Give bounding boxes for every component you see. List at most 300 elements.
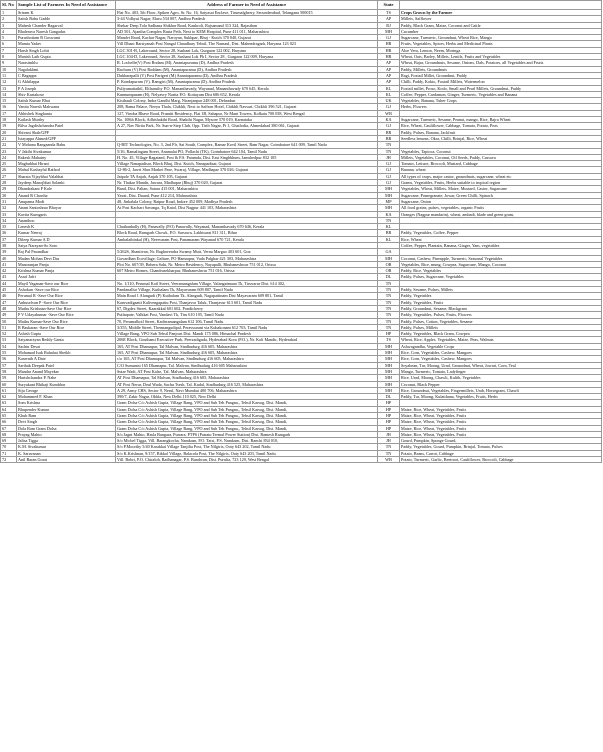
row-number: 64 xyxy=(1,406,17,412)
farmer-address: Vill. Bobri, P.O. Chiraloh, Radhanagar, P.S. Bandwan, Dist. Purulia, 723 129, West Bengal xyxy=(116,457,378,463)
crops-grown: Coffee, Pepper, Cardamon, Ginger, Turmeric, Vegetables and Banana xyxy=(400,91,602,97)
state-code: GJ xyxy=(378,35,400,41)
farmer-name: Mohamad Isak Bahahai Sheikh xyxy=(17,350,116,356)
row-number: 23 xyxy=(1,148,17,154)
farmer-name: Ashish Gupta xyxy=(17,331,116,337)
row-number: 66 xyxy=(1,419,17,425)
farmer-name: Anil Baran Gorai xyxy=(17,457,116,463)
farmer-address: Shekar Deep Tola Sadhana Shikhar Road, Kankroli, Rajsamand 313 324, Rajasthan xyxy=(116,22,378,28)
state-code: TN xyxy=(378,305,400,311)
farmer-name: Manoranjan Panja xyxy=(17,261,116,267)
header-name: Sample List of Farmers In Need of Assistance xyxy=(17,1,116,10)
state-code: AP xyxy=(378,16,400,22)
farmer-name: Maghubhai Hirani xyxy=(17,161,116,167)
crops-grown: Paddy, Vegetables, Black Gram, Cowpea xyxy=(400,331,602,337)
header-row xyxy=(1,1,602,10)
crops-grown: Ashwagandha, Vegetable Crops xyxy=(400,343,602,349)
farmer-name: Devi Singh xyxy=(17,419,116,425)
row-number: 3 xyxy=(1,22,17,28)
row-number: 41 xyxy=(1,261,17,267)
state-code: GJ xyxy=(378,123,400,129)
row-number: 14 xyxy=(1,91,17,97)
farmer-name: Raj Pal Pasandkar xyxy=(17,249,116,255)
crops-grown: Foxtail millet, Proso, Kodo, Small and Pearl Millets, Groundnut, Paddy xyxy=(400,85,602,91)
state-code: GJ xyxy=(378,104,400,110)
state-code: MH xyxy=(378,356,400,362)
row-number: 65 xyxy=(1,413,17,419)
state-code: BR xyxy=(378,129,400,135)
state-code: HP xyxy=(378,413,400,419)
farmer-address: LGC 104-D, Lakeround, Sector 28, Sushant Lok Ph I, Sector 28 , Gurgaon 122 009, Haryana xyxy=(116,54,378,60)
farmer-address: LGC 301-B, Lakeround, Sector 28, Sushant Lok, Gurgaon 122 002, Haryana xyxy=(116,47,378,53)
farmer-address: 206E Block, Gouthami Executive Park, Peerzadiguda, Hyderabad Kora (P.O.), Nr. Koli Mandir, Hyderabad xyxy=(116,337,378,343)
state-code: MH xyxy=(378,350,400,356)
table-row xyxy=(1,457,602,463)
farmer-address: Sutar Wadi, AT Post Kalse, Tal. Malvan, Maharashtra xyxy=(116,368,378,374)
farmer-address: Main Road 1 Alangudi (P) Kuthalam Tk, Alangudi, Nagapattinam Dist Mayavaram 609 801, Tamil xyxy=(116,293,378,299)
row-number: 10 xyxy=(1,66,17,72)
farmer-address: S/o P.Moorthy 5/40 Karakkai Village Tanjilia Post, The Nilgiris, Ooty 643 202, Tamil Nadu xyxy=(116,444,378,450)
farmer-name: Anand R Chordia xyxy=(17,192,116,198)
farmer-name: Lenesh K xyxy=(17,224,116,230)
state-code: MH xyxy=(378,387,400,393)
farmer-address: Yavat, Dist. Daund, Pune 412 214, Maharashtra xyxy=(116,192,378,198)
crops-grown: Paddy, Sesame, Pulses, Millets xyxy=(400,287,602,293)
farmer-address: 48, Jinkalala Colony, Raipur Road, Indore 452 009, Madhya Pradesh xyxy=(116,198,378,204)
farmer-address: Nr. Thakar Mandir, Jawara, Madhapar (Bhuj) 370 020, Gujarat xyxy=(116,180,378,186)
farmer-name: C Bagappa xyxy=(17,72,116,78)
state-code: MH xyxy=(378,205,400,211)
row-number: 35 xyxy=(1,224,17,230)
state-code: RJ xyxy=(378,22,400,28)
row-number: 19 xyxy=(1,123,17,129)
row-number: 46 xyxy=(1,293,17,299)
row-number: 26 xyxy=(1,167,17,173)
farmer-name: Abhishek Singhania xyxy=(17,110,116,116)
state-code: KA xyxy=(378,117,400,123)
farmer-address: Block Road, Ramgarh Chowk, P.O. Sarsawa, Lakhisarai 811 311, Bihar xyxy=(116,230,378,236)
farmer-name: V Jakthi Sivakumar xyxy=(17,148,116,154)
farmer-name: Sriram K xyxy=(17,10,116,16)
row-number: 42 xyxy=(1,268,17,274)
farmer-address: 3/355, Middle Street, Thennangudipal, Peravuurani via Kubakonam 612 703, Tamil Nadu xyxy=(116,324,378,330)
farmer-address: Jaipole TA Anjah, Anjah 370 105, Gujarat xyxy=(116,173,378,179)
state-code: OR xyxy=(378,261,400,267)
row-number: 12 xyxy=(1,79,17,85)
state-code: GJ xyxy=(378,173,400,179)
farmer-name: K. Saravanan xyxy=(17,450,116,456)
crops-grown: Paddy, Pulses, Cotton, Vegetables, Sesame xyxy=(400,318,602,324)
farmer-name: Satya Narayan-So Soro xyxy=(17,242,116,248)
farmer-address: P. Kondapuram (V), Ramgiri (M), Anantapuramu (D), Andhra Pradesh xyxy=(116,79,378,85)
crops-grown: Cucumber xyxy=(400,28,602,34)
row-number: 68 xyxy=(1,431,17,437)
state-code: MH xyxy=(378,255,400,261)
farmer-address: No. 1/110, Perumal Koil Street, Veeramangalam Village, Valangaimaan Tk, Tiruvarur Dist. 614 302, xyxy=(116,280,378,286)
state-code: DL xyxy=(378,274,400,280)
farmer-address: Gram Dolsa C/o Ashish Gupta, Village Bang, VPO and Sub Teh Pangna,, Tehsil Karsog, Dist. Mandi, xyxy=(116,419,378,425)
row-number: 67 xyxy=(1,425,17,431)
farmer-address: AT Post Nerur, Deul Wada, Sachu Tsesh, Tal. Kudal, Sindhudurg 416 525, Maharashtra xyxy=(116,381,378,387)
farmer-name: Mahul Kashaylal Rathod xyxy=(17,167,116,173)
farmer-address: 127, Vinoba Bhave Road, Pramiti Residency, Flat 1B, Sahapur, Nr Mani Towers, Kolkata 700 038, West Bengal xyxy=(116,110,378,116)
state-code: MH xyxy=(378,192,400,198)
crops-grown: Wheat, Bajra, Groundnuts, Sesame, Onions, Dals, Potatoes, all Vegetables and Fruits xyxy=(400,60,602,66)
farmer-address: Gram Dolsa C/o Ashish Gupta, Village Bang, VPO and Sub Teh Pangna,, Tehsil Karsog, Dist. Mandi, xyxy=(116,425,378,431)
farmer-address: c/o 165, AT Post Dhamapur, Tal Malvan, Sindhudurg 416 605, Maharashtra xyxy=(116,356,378,362)
state-code: KL xyxy=(378,224,400,230)
farmer-address: C/O Sumantsi 165 Dhamapur, Tal. Malvan, Sindhudurg 416 605 Maharashtra xyxy=(116,362,378,368)
row-number: 2 xyxy=(1,16,17,22)
crops-grown: Fruits, Vegetables, Spices, Herbs and Medicinal Plants xyxy=(400,41,602,47)
crops-grown: Grams, Vegetables, Fruits, Herbs suitable to tropical region xyxy=(400,180,602,186)
crops-grown: Paddy, Black Gram, Maize, Coconut and Cattle xyxy=(400,22,602,28)
row-number: 21 xyxy=(1,135,17,141)
state-code: MH xyxy=(378,362,400,368)
farmer-address: A 27, Nav Nirita Park, Nr. Sun-n-Step Club, Opp. Tirth Nagar, Pt 1, Ghatlodia, Ahmedabad 380 061, Gujarat xyxy=(116,123,378,129)
state-code: GJ xyxy=(378,180,400,186)
crops-grown: Paddy, Pulses, Sugarcane, Vegetables xyxy=(400,274,602,280)
farmer-address: 165, AT Post Dhamapur, Tal Malvan, Sindhudurg 416 605, Maharashtra xyxy=(116,350,378,356)
farmer-name: Prayag Mahto xyxy=(17,431,116,437)
crops-grown: Vegetables, Rice, mung, Cowpea, Sugarcane, Mango, Coconut xyxy=(400,261,602,267)
crops-grown: Maize, Rice, Wheat, Vegetables, Fruits xyxy=(400,419,602,425)
farmer-address: At Post Kachari Savanga, Tq Katol, Dist Nagpur 441 103, Maharashtra xyxy=(116,205,378,211)
farmer-name: Sharata Vijaybhai Valabhai xyxy=(17,173,116,179)
farmer-name: K.M. Sivakumar xyxy=(17,444,116,450)
farmer-name: Bilva Jagdishchandra Patel xyxy=(17,123,116,129)
farmer-name: R Baskaran -Save Our Rice xyxy=(17,324,116,330)
row-number: 15 xyxy=(1,98,17,104)
state-code: AP xyxy=(378,66,400,72)
header-sno: Sl. No xyxy=(1,1,17,10)
farmer-address: 5/262S, Shantivan, Nr. Raghavendra Swamy Mutt, Verna Margao 403 601, Goa xyxy=(116,249,378,255)
farmer-name: Narasimhlu xyxy=(17,60,116,66)
farmer-address: Govardhan Ecovillage, Galtare, PO Hamrapur, Vada Palghar 421 303, Maharashtra xyxy=(116,255,378,261)
crops-grown: Tomato, Lettuce, Broccoli, Mustard, Cabbage xyxy=(400,161,602,167)
farmer-address: 607 Metro Homes, Chandrasekharpur, Bhubaneshwar 751 016, Orissa xyxy=(116,268,378,274)
farmer-name: Shiv Kuriakose xyxy=(17,91,116,97)
state-code: GJ xyxy=(378,161,400,167)
row-number: 7 xyxy=(1,47,17,53)
state-code: TN xyxy=(378,312,400,318)
row-number: 63 xyxy=(1,400,17,406)
row-number: 17 xyxy=(1,110,17,116)
row-number: 16 xyxy=(1,104,17,110)
row-number: 9 xyxy=(1,60,17,66)
crops-grown: Seedless lemons, Okra, Chilli, Brinjal, Rice, Wheat xyxy=(400,135,602,141)
row-number: 8 xyxy=(1,54,17,60)
farmer-address: Puliyamattathil, Elthuruthy P.O. Mananthavady, Wayanad, Mananthavady 670 645, Kerala xyxy=(116,85,378,91)
state-code: MH xyxy=(378,343,400,349)
farmer-name: Bhupender Kumar xyxy=(17,406,116,412)
row-number: 18 xyxy=(1,117,17,123)
farmer-address: 12-86-2, Jawri Shar Market Pase, Swaraj, Village, Madhapar 370 026, Gujarat xyxy=(116,167,378,173)
farmer-address: S/o K.Krishnan, 9/157, Bikkol Village, Balacola Post, The Nilgiris, Ooty 643 203, Tamil Nadu xyxy=(116,450,378,456)
row-number: 44 xyxy=(1,280,17,286)
farmer-name: P A Joseph xyxy=(17,85,116,91)
row-number: 51 xyxy=(1,324,17,330)
state-code: MP xyxy=(378,198,400,204)
row-number: 71 xyxy=(1,450,17,456)
farmer-name: Nagalakhmi xyxy=(17,66,116,72)
farmer-address: Mandvi Road, Kachar Nagar, Naroyan, Sukhpar, Bhuj - Kutch 370 040, Gujarat xyxy=(116,35,378,41)
crops-grown: Paddy, Tur, Moong, Kulatthana, Vegetables, Fruits, Herbs xyxy=(400,394,602,400)
farmer-name: Dhandrakant P Kale xyxy=(17,186,116,192)
row-number: 40 xyxy=(1,255,17,261)
state-code: TN xyxy=(378,217,400,223)
row-number: 30 xyxy=(1,192,17,198)
crops-grown: Aloe Vera, Lemon, Neem, Moringa xyxy=(400,47,602,53)
row-number: 69 xyxy=(1,438,17,444)
farmer-address: H. No. 45, Village Ragatand, Post & P.S. Patamda, Dist. East Singhbhum, Jamshedpur 832 105 xyxy=(116,154,378,160)
farmer-name: Mahesh Chander Bagarval xyxy=(17,22,116,28)
farmer-address: Pandanallur Village, Kuthalam Tk, Mayavaram 609 807, Tamil Nadu xyxy=(116,287,378,293)
table-body xyxy=(1,10,602,463)
state-code: GJ xyxy=(378,167,400,173)
crops-grown: Paddy, Millets, Groundnuts xyxy=(400,66,602,72)
farmer-name: Anupama Modi xyxy=(17,198,116,204)
row-number: 31 xyxy=(1,198,17,204)
row-number: 37 xyxy=(1,236,17,242)
farmer-address: S/o Jagni Mahto, Hasla Bangara, Purrara, PTPS (Patratu Termal Power Station) Dist. Ramesh Ramgarh xyxy=(116,431,378,437)
crops-grown: Soyabean, Tur, Moong, Urad, Groundnut, Wheat, Jowari, Corn, Teal xyxy=(400,362,602,368)
state-code: AP xyxy=(378,72,400,78)
header-crops xyxy=(400,1,602,10)
farmer-address: Chathanhally (H), Panavally (P.O) Panavally, Wayanad, Mananthavady 670 646, Kerala xyxy=(116,224,378,230)
row-number: 72 xyxy=(1,457,17,463)
crops-grown: Chilli, Paddy, Kokio, Foxtail Millets, Watermelon xyxy=(400,79,602,85)
farmer-name: Kavita Kumgaris xyxy=(17,211,116,217)
row-number: 6 xyxy=(1,41,17,47)
crops-grown: Paddy, Vegetables, Coffee, Pepper xyxy=(400,230,602,236)
row-number: 55 xyxy=(1,350,17,356)
row-number: 36 xyxy=(1,230,17,236)
farmer-name: Manish Lath Gupta xyxy=(17,54,116,60)
state-code: DL xyxy=(378,394,400,400)
state-code: JH xyxy=(378,438,400,444)
row-number: 27 xyxy=(1,173,17,179)
crops-grown: Maize, Rice, Wheat, Vegetables, Fruits xyxy=(400,413,602,419)
row-number: 22 xyxy=(1,142,17,148)
farmer-address: AT Post Dhamapur, Tal Malvan, Sindhudurg 416 605, Maharashtra xyxy=(116,375,378,381)
state-code: HP xyxy=(378,419,400,425)
farmer-name: G Akhilappa xyxy=(17,79,116,85)
state-code: MH xyxy=(378,28,400,34)
farmer-name: P V Udayakumar -Save Our Rice xyxy=(17,312,116,318)
farmer-name: Som Krishna xyxy=(17,400,116,406)
state-code: TN xyxy=(378,318,400,324)
state-code: KL xyxy=(378,85,400,91)
crops-grown: Paddy, Rice, Vegetables xyxy=(400,268,602,274)
crops-grown: Gourd, Pumpkin, Sponge Gourd, xyxy=(400,438,602,444)
crops-grown: Paddy, Pulses, Banana, Jackfruit xyxy=(400,129,602,135)
crops-grown: Oranges (Nagpur mandarin), wheat, ambadi, blade and green gram, xyxy=(400,211,602,217)
farmer-name: Suryakant Bhikaji Kumbhar xyxy=(17,381,116,387)
row-number: 58 xyxy=(1,368,17,374)
crops-grown: Rice, Groundnut, Vegetables, Fingermillets, Urab, Horsegram, Chawli xyxy=(400,387,602,393)
farmer-name: Anant Santoshrao Bhoyar xyxy=(17,205,116,211)
row-number: 43 xyxy=(1,274,17,280)
farmer-name: Jalisa Tigga xyxy=(17,438,116,444)
crops-grown: Sugarcane, Pomegranate, Jowar, Green Chilli, Spinach xyxy=(400,192,602,198)
farmer-name: Mayil Vaganan-Save our Rice xyxy=(17,280,116,286)
state-code: TN xyxy=(378,287,400,293)
farmer-address: Q-BIT Technologies, No. 3, 2nd Flr, Sai South, Complex, Ramar Kovil Street, Ram Nagar, Coimbatore 641 009, Tamil Nadu xyxy=(116,142,378,148)
state-code: TS xyxy=(378,337,400,343)
state-code: HP xyxy=(378,425,400,431)
farmer-name: Kasernth A Date xyxy=(17,356,116,362)
crops-grown: Maize, Rice, Wheat, Vegetables, Fruits xyxy=(400,406,602,412)
crops-grown: Millets, Vegetables, Coconut, Oil Seeds, Paddy, Cassava xyxy=(400,154,602,160)
crops-grown: Rice, Corn, Vegetables, Cashew, Mangoes xyxy=(400,356,602,362)
farmer-address: Gram Dolsa C/o Ashish Gupta, Village Bang, VPO and Sub Teh Pangna,, Tehsil Karsog, Dist. Mandi, xyxy=(116,413,378,419)
state-code: TN xyxy=(378,444,400,450)
row-number: 5 xyxy=(1,35,17,41)
farmer-name: Anbuselvan P -Save Our Rice xyxy=(17,299,116,305)
farmer-address: S/o Michel Tigga, Vill. Barangkocha, Namkum, P.O. Tatsi, P.S. Namkum, Dist. Ranchi 834 010, xyxy=(116,438,378,444)
farmer-address: Rachuru (V) Post Roddam (M), Anantapuramu (D), Andhra Pradesh xyxy=(116,66,378,72)
crops-grown: Ragi, Foxtail Millet, Groundnut, Paddy xyxy=(400,72,602,78)
farmer-address: 165, AT Post Dhamapur, Tal Malvan, Sindhudurg 416 605, Maharashtra xyxy=(116,343,378,349)
crops-grown: Sugarcane, Turmeric, Groundnut, Wheat Rice, Mango xyxy=(400,35,602,41)
farmer-address: Band, Dist. Paltan, Satara 415 001, Maharashtra xyxy=(116,186,378,192)
farmer-name: Asraf Jafri xyxy=(17,274,116,280)
farmer-address: Karuvadigaatti Kalivengapattu Post, Thanjavur Taluk, Thanjavur 613 601, Tamil Nadu xyxy=(116,299,378,305)
farmer-name: Vanita Naresh Makwana xyxy=(17,104,116,110)
crops-grown: Paddy, Vegetables, Gourd, Pumpkin, Brinjal, Tomato, Pulses xyxy=(400,444,602,450)
farmer-address: Ambalathinkal (H), Neervaram Post, Panamaram Wayanad 670 721, Kerala xyxy=(116,236,378,242)
state-code: OR xyxy=(378,268,400,274)
state-code: JH xyxy=(378,154,400,160)
farmer-address: Kisthauli Colony, Indra Gandhi Marg, Niranjanpur 248 001, Dehradun xyxy=(116,98,378,104)
row-number: 25 xyxy=(1,161,17,167)
farmer-name: Harsh Singh Lohit xyxy=(17,47,116,53)
farmer-address: Plot No. 607/39, Behera Sahi, Nr. Metro Residency, Nayapalli, Bhubaneshwar 751 012, Orissa xyxy=(116,261,378,267)
farmer-name: Sarthak Deepak Patel xyxy=(17,362,116,368)
crops-grown: Mango, Turmeric, Tomato, Ladyfinger xyxy=(400,368,602,374)
farmer-name: Istayappa Ahmed/GPF xyxy=(17,135,116,141)
row-number: 52 xyxy=(1,331,17,337)
state-code: KL xyxy=(378,236,400,242)
farmer-address: 3-44 Vidhyut Nagar, Eluru 534 007, Andhra Pradesh xyxy=(116,16,378,22)
row-number: 61 xyxy=(1,387,17,393)
farmer-name: Khub Ram xyxy=(17,413,116,419)
crops-grown: Vegetables, Banana, Tuber Crops xyxy=(400,98,602,104)
farmer-name: Shivani Shah/GPF xyxy=(17,129,116,135)
farmer-address: Gram Dolsa C/o Ashish Gupta, Village Bang, VPO and Sub Teh Pangna,, Tehsil Karsog, Dist. Mandi, xyxy=(116,400,378,406)
farmer-address: Village Bang, VPO Sub Tehsil Panjrari Dist. Mandi 175 086, Himachal Pradesh xyxy=(116,331,378,337)
state-code: GA xyxy=(378,249,400,255)
farmer-address: Vill Dhani Barsiyanah Post Nangal Chaudhary Tehsil, The Narnaul, Dist. Mahendragarh, Haryana 123 023 xyxy=(116,41,378,47)
state-code: TN xyxy=(378,324,400,330)
crops-header-label: Crops Grown by the Farmer xyxy=(401,10,453,15)
state-code: AP xyxy=(378,60,400,66)
state-code: TS xyxy=(378,10,400,16)
state-code: TN xyxy=(378,280,400,286)
state-code: TN xyxy=(378,450,400,456)
row-number: 20 xyxy=(1,129,17,135)
state-code: TN xyxy=(378,299,400,305)
farmer-name: Satyanarayan Reddy Ganta xyxy=(17,337,116,343)
farmer-address: 67, Digdex Street, Kaarakkal 601 602, Pondicherry xyxy=(116,305,378,311)
row-number: 13 xyxy=(1,85,17,91)
crops-grown: Rice, Corn, Vegetables, Cashew, Mangoes xyxy=(400,350,602,356)
state-code: HP xyxy=(378,406,400,412)
state-code: TN xyxy=(378,142,400,148)
state-code: HR xyxy=(378,41,400,47)
crops-grown: All types of crops, major castor, groundnuts, sugarcane, wheat etc xyxy=(400,173,602,179)
crops-grown: Wheat, Rice, Apples, Vegetables, Maize, Peas, Walnuts xyxy=(400,337,602,343)
state-code: MH xyxy=(378,186,400,192)
farmer-address: R. Lochelle(V) Post Rodam (M), Anantapuramu (D), Andhra Pradesh xyxy=(116,60,378,66)
farmer-address: No. 108th Block, Adhishakthi Road, Shakthi Nagar, Mysore 570 019, Karnataka xyxy=(116,117,378,123)
farmer-name: Dileep Kumar A D xyxy=(17,236,116,242)
farmer-address: AD 501, Ajantha Complex Rasta Peth, Next to KEM Hospital, Pune 411 011, Maharashtra xyxy=(116,28,378,34)
farmer-name: Muthu Krishnan-Save Our Rice xyxy=(17,305,116,311)
farmer-address: 390/7, Zakir Nagar, Okhla, New Delhi 110 025, New Delhi xyxy=(116,394,378,400)
row-number: 62 xyxy=(1,394,17,400)
crops-grown: All food grains, pulses, vegetables, organic Fruits xyxy=(400,205,602,211)
crops-grown: Maize, Rice, Wheat, Vegetables, Fruits xyxy=(400,431,602,437)
crops-grown: Coconut, Cashew, Pineapple, Turmeric, Seasonal Vegetables xyxy=(400,255,602,261)
farmer-name: Dola Ram Gram Dolsa xyxy=(17,425,116,431)
farmer-name: Harishchandra P. Nahe xyxy=(17,375,116,381)
crops-grown: Paddy, Groundnut, Sesame, Blackgram xyxy=(400,305,602,311)
row-number: 29 xyxy=(1,186,17,192)
farmer-address: 70, Perumalkoil Street, Kadirramangalam 612 106, Tamil Nadu xyxy=(116,318,378,324)
farmer-name: Siju George xyxy=(17,387,116,393)
farmer-name: Purushottam R Goswami xyxy=(17,35,116,41)
farmer-name: Perumal R -Save Our Rice xyxy=(17,293,116,299)
row-number: 11 xyxy=(1,72,17,78)
state-code: TN xyxy=(378,293,400,299)
farmer-name: Muthu Kumar-Save Our Rice xyxy=(17,318,116,324)
state-code: BR xyxy=(378,135,400,141)
crops-grown: Coffee, Pepper, Plantain, Banana, Ginger, Yam, vegetables xyxy=(400,242,602,248)
state-code: UK xyxy=(378,98,400,104)
farmer-name: Madan Mohan Devi Das xyxy=(17,255,116,261)
state-code: AP xyxy=(378,79,400,85)
farmer-name: Kailash Murthy xyxy=(17,117,116,123)
crops-grown: Paddy, Vegetables xyxy=(400,293,602,299)
row-number: 54 xyxy=(1,343,17,349)
row-number: 49 xyxy=(1,312,17,318)
row-number: 24 xyxy=(1,154,17,160)
row-number: 38 xyxy=(1,242,17,248)
state-code: JH xyxy=(378,431,400,437)
row-number: 50 xyxy=(1,318,17,324)
farmer-name: Bhalerava Naresh Gangadas xyxy=(17,28,116,34)
farmer-address: 5/16, Ramalingam Street, Anamalai PO, Pollachi (TK), Coimbatore 642 104, Tamil Nadu xyxy=(116,148,378,154)
farmer-name: Satish Kumar Bhat xyxy=(17,98,116,104)
farmer-address: Flat No. 403, 5th Floor, Spiken Agro, Sr. No. 16, Satyasai Enclave, Tirumalgherry, Secunderabad, Telangana 500015 xyxy=(116,10,378,16)
crops-grown: Wheat, Oats, Barley, Millets, Lentils, Fruits and Vegetables xyxy=(400,54,602,60)
row-number: 4 xyxy=(1,28,17,34)
state-code: WB xyxy=(378,457,400,463)
state-code: MH xyxy=(378,375,400,381)
crops-grown: Millets, Safflower xyxy=(400,16,602,22)
farmer-address: 208, Rama Palace, Neeyu Thala, Chikhli, Next to Saffron Hotel, Chikhli Navsari, Chikhli 396 521, Gujarat xyxy=(116,104,378,110)
state-code: HR xyxy=(378,54,400,60)
farmer-address: Gram Dolsa C/o Ashish Gupta, Village Bang, VPO and Sub Teh Pangna,, Tehsil Karsog, Dist. Mandi, xyxy=(116,406,378,412)
farmer-name: Jaydeep Manojbhai Solanki xyxy=(17,180,116,186)
farmer-name: Kumar Neeraj xyxy=(17,230,116,236)
state-code: KL xyxy=(378,91,400,97)
farmer-name: Ananthoo xyxy=(17,217,116,223)
row-number: 59 xyxy=(1,375,17,381)
row-number: 33 xyxy=(1,211,17,217)
